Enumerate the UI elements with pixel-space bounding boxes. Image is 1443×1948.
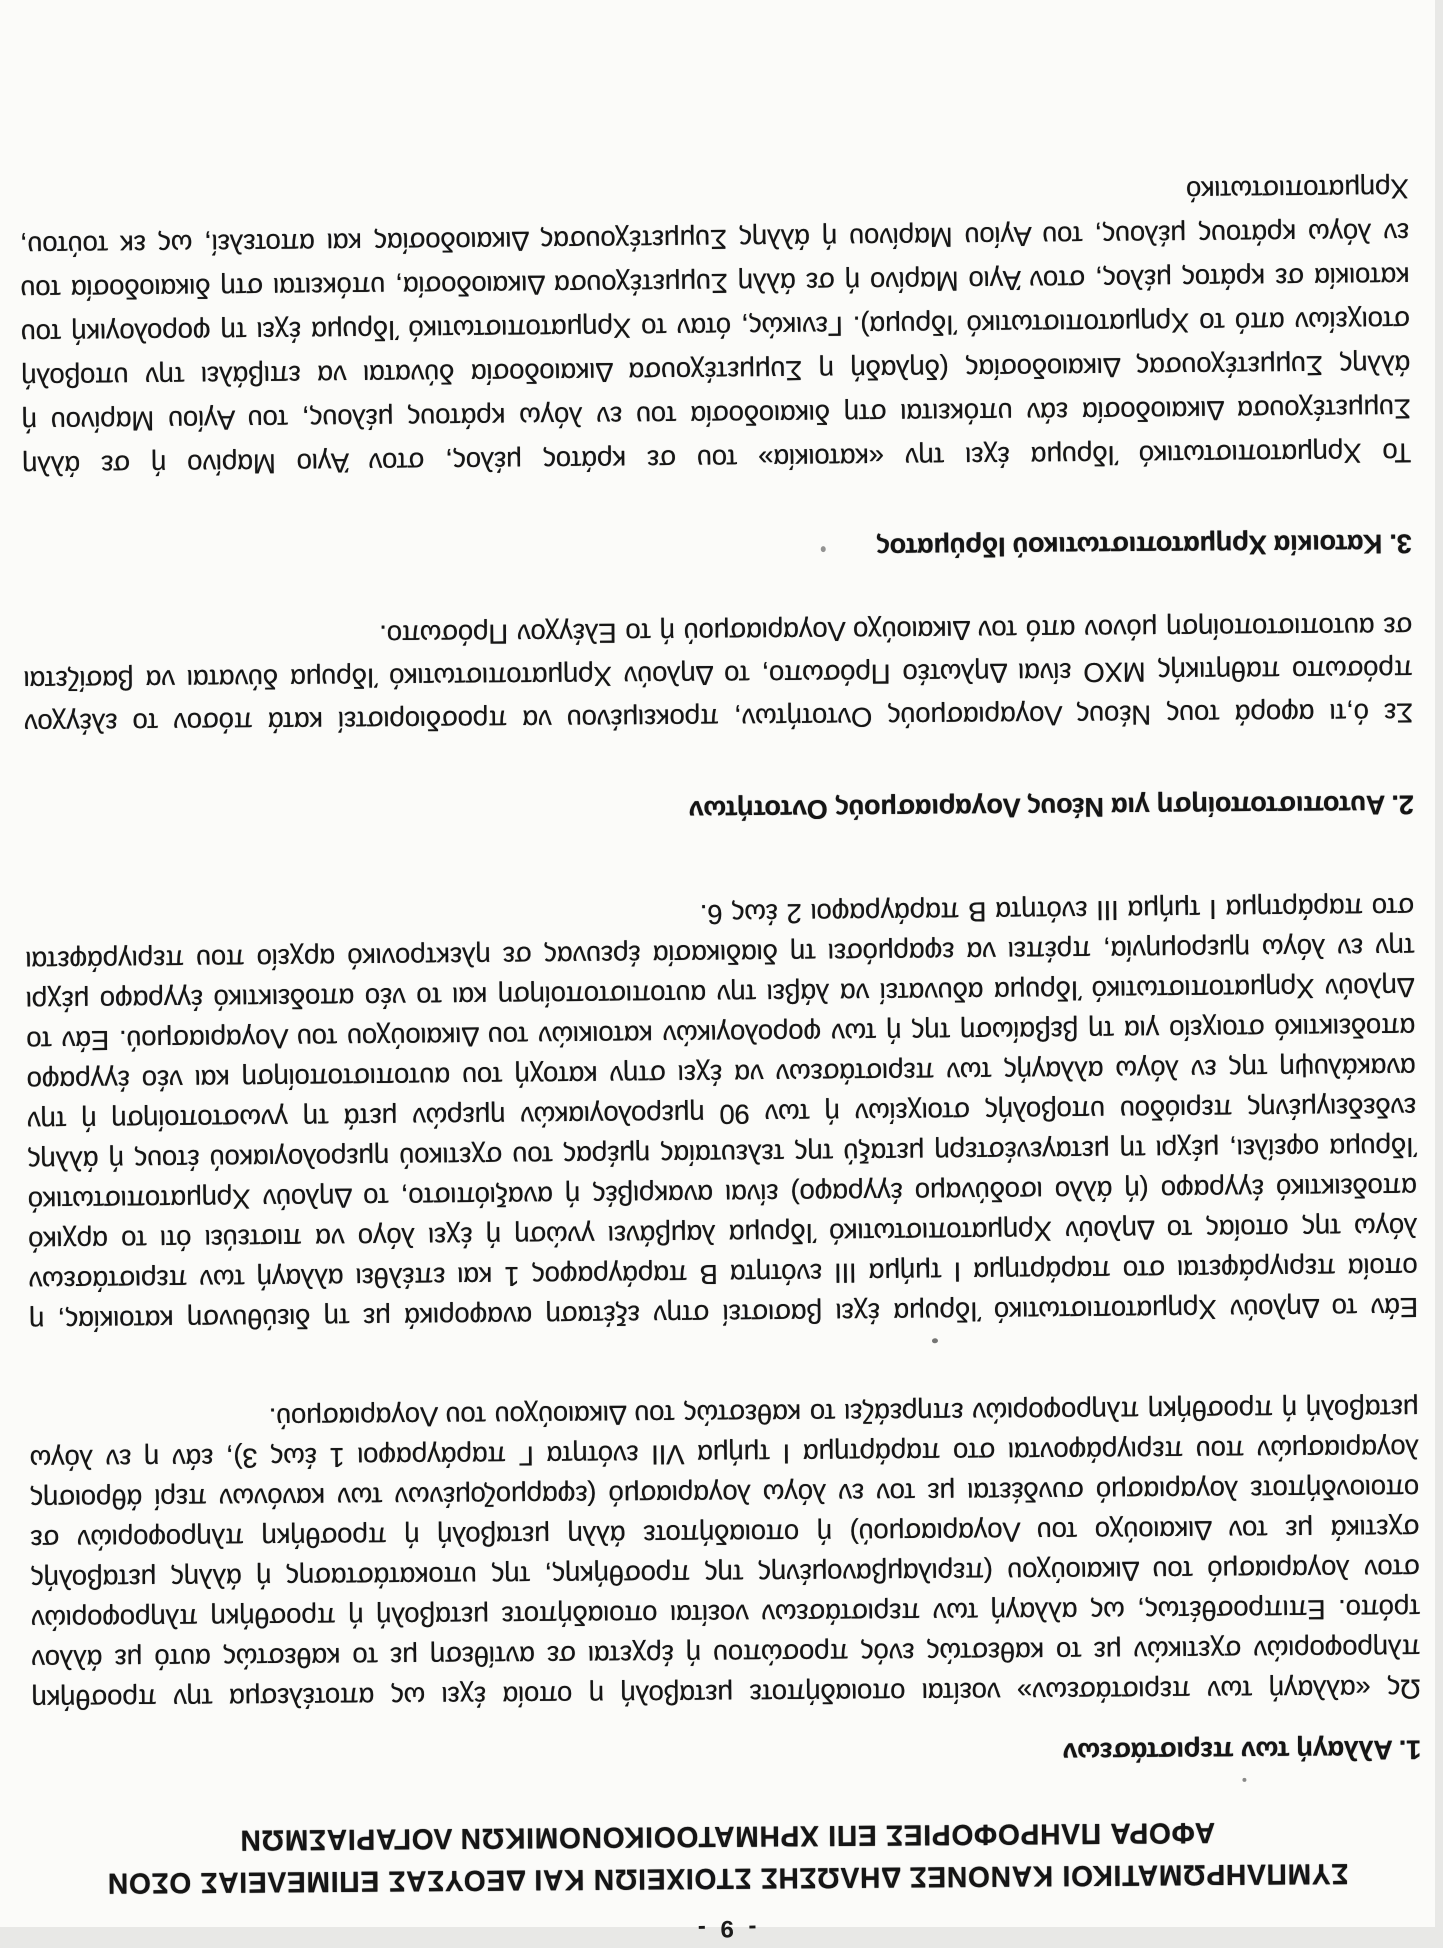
section-2-paragraph-1: Σε ό,τι αφορά τους Νέους Λογαριασμούς Οντοτήτων, προκειμένου να προσδιοριστεί κατά πόσον το ελέγχον πρόσωπο παθητικής ΜΧΟ είναι Δηλωτέο Πρόσωπο, το Δηλούν Χρηματοπιστωτικό Ίδρυμα δύναται να βασίζεται σε αυτοπιστοποίηση μόνον από τον Δικαιούχο Λογαριασμού ή το Ελέγχον Πρόσωπο. [23,611,1414,740]
section-2-heading: 2. Αυτοπιστοποίηση για Νέους Λογαριασμούς Οντοτήτων [688,789,1414,826]
document-title [54,1810,1402,1905]
scan-speck [932,1338,938,1343]
document-title-line-1: ΣΥΜΠΛΗΡΩΜΑΤΙΚΟΙ ΚΑΝΟΝΕΣ ΔΗΛΩΣΗΣ ΣΤΟΙΧΕΙΩΝ ΚΑΙ ΔΕΟΥΣΑΣ ΕΠΙΜΕΛΕΙΑΣ ΟΣΟΝ [106,1857,1349,1899]
scan-speck [821,546,826,552]
section-1-paragraph-1: Ως «αλλαγή των περιστάσεων» νοείται οποιαδήποτε μεταβολή η οποία έχει ως αποτέλεσμα την προσθήκη πληροφοριών σχετικών με το καθεστώς ενός προσώπου ή έρχεται σε αντίθεση με το καθεστώς αυτό με άλλον τρόπο. Επιπροσθέτως, ως αλλαγή των περιστάσεων νοείται οποιαδήποτε μεταβολή ή προσθήκη πληροφοριών στον λογαριασμό του Δικαιούχου (περιλαμβανομένης της προσθήκης, της υποκατάστασης ή άλλης μεταβολής σχετικά με τον Δικαιούχο του Λογαριασμού) ή οποιαδήποτε άλλη μεταβολή ή προσθήκη πληροφοριών σε οποιονδήποτε λογαριασμό συνδέεται με τον εν λόγω λογαριασμό (εφαρμοζομένων των κανόνων περί άθροισης λογαριασμών που περιγράφονται στο παράρτημα Ι τμήμα VII ενότητα Γ παράγραφοι 1 έως 3), εάν η εν λόγω μεταβολή ή προσθήκη πληροφοριών επηρεάζει το καθεστώς του Δικαιούχου του Λογαριασμού. [29,1393,1421,1716]
section-3-heading: 3. Κατοικία Χρηματοπιστωτικού Ιδρύματος [875,528,1412,563]
section-1-heading: 1. Αλλαγή των περιστάσεων [1062,1734,1422,1768]
document-title-line-2: ΑΦΟΡΑ ΠΛΗΡΟΦΟΡΙΕΣ ΕΠΙ ΧΡΗΜΑΤΟΟΙΚΟΝΟΜΙΚΩΝ ΛΟΓΑΡΙΑΣΜΩΝ [239,1816,1216,1856]
page-number: - 9 - [693,1914,757,1943]
section-1-paragraph-2: Εάν το Δηλούν Χρηματοπιστωτικό Ίδρυμα έχει βασιστεί στην εξέταση αναφορικά με τη διεύθυνση κατοικίας, η οποία περιγράφεται στο παράρτημα Ι τμήμα ΙΙΙ ενότητα Β παράγραφος 1 και επέλθει αλλαγή των περιστάσεων λόγω της οποίας το Δηλούν Χρηματοπιστωτικό Ίδρυμα λαμβάνει γνώση ή έχει λόγο να πιστεύει ότι το αρχικό αποδεικτικό έγγραφο (ή άλλο ισοδύναμο έγγραφο) είναι ανακριβές ή αναξιόπιστο, το Δηλούν Χρηματοπιστωτικό Ίδρυμα οφείλει, μέχρι τη μεταγενέστερη μεταξύ της τελευταίας ημέρας του σχετικού ημερολογιακού έτους ή άλλης ενδεδειγμένης περιόδου υποβολής στοιχείων ή των 90 ημερολογιακών ημερών μετά τη γνωστοποίηση ή την ανακάλυψη της εν λόγω αλλαγής των περιστάσεων να έχει στην κατοχή του αυτοπιστοποίηση και νέο έγγραφο αποδεικτικό στοιχείο για τη βεβαίωση της ή των φορολογικών κατοικιών του Δικαιούχου του Λογαριασμού. Εάν το Δηλούν Χρηματοπιστωτικό Ίδρυμα αδυνατεί να λάβει την αυτοπιστοποίηση και το νέο αποδεικτικό έγγραφο μέχρι την εν λόγω ημερομηνία, πρέπει να εφαρμόσει τη διαδικασία έρευνας σε ηλεκτρονικό αρχείο που περιγράφεται στο παράρτημα Ι τμήμα ΙΙΙ ενότητα Β παράγραφοι 2 έως 6. [25,892,1419,1337]
section-3-paragraph-1: Το Χρηματοπιστωτικό Ίδρυμα έχει την «κατοικία» του σε κράτος μέλος, στον Άγιο Μαρίνο ή σε άλλη Συμμετέχουσα Δικαιοδοσία εάν υπόκειται στη δικαιοδοσία του εν λόγω κράτους μέλους, του Αγίου Μαρίνου ή άλλης Συμμετέχουσας Δικαιοδοσίας (δηλαδή η Συμμετέχουσα Δικαιοδοσία δύναται να επιβάλει την υποβολή στοιχείων από το Χρηματοπιστωτικό Ίδρυμα). Γενικώς, όταν το Χρηματοπιστωτικό Ίδρυμα έχει τη φορολογική του κατοικία σε κράτος μέλος, στον Άγιο Μαρίνο ή σε άλλη Συμμετέχουσα Δικαιοδοσία, υπόκειται στη δικαιοδοσία του εν λόγω κράτους μέλους, του Αγίου Μαρίνου ή άλλης Συμμετέχουσας Δικαιοδοσίας και αποτελεί, ως εκ τούτου, Χρηματοπιστωτικό [20,173,1412,482]
scan-speck [1242,1778,1246,1782]
